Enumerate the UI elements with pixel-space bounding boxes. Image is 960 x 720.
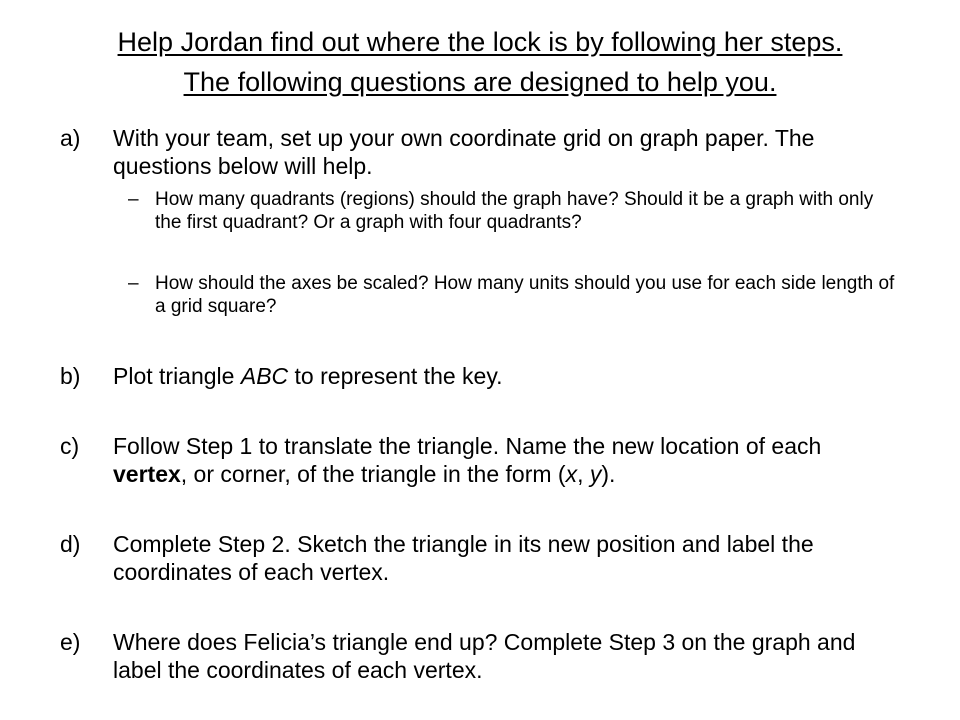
- question-text-part: Follow Step 1 to translate the triangle. Name the new location of each: [113, 433, 822, 459]
- vertex-term: vertex: [113, 461, 181, 487]
- dash-bullet: –: [128, 273, 139, 294]
- sub-question-1: [128, 188, 898, 234]
- question-text: [113, 362, 900, 390]
- question-marker: d): [60, 531, 81, 557]
- question-text: Where does Felicia’s triangle end up? Complete Step 3 on the graph and label the coordinates of each vertex.: [113, 629, 856, 683]
- slide-title: [40, 22, 920, 102]
- dash-bullet: –: [128, 189, 139, 210]
- question-text-part: ,: [577, 461, 590, 487]
- question-marker: c): [60, 433, 80, 459]
- y-variable: y: [589, 461, 602, 487]
- x-variable: x: [565, 461, 578, 487]
- question-a: [60, 124, 900, 180]
- question-d: [60, 530, 900, 586]
- sub-question-text: How should the axes be scaled? How many units should you use for each side length of a grid square?: [155, 273, 895, 317]
- question-text: [113, 432, 900, 488]
- question-e: [60, 628, 900, 684]
- sub-question-2: [128, 272, 898, 318]
- title-line-1: Help Jordan find out where the lock is by following her steps.: [117, 27, 843, 57]
- question-marker: e): [60, 629, 81, 655]
- question-text-part: ).: [601, 461, 616, 487]
- triangle-name: ABC: [240, 363, 289, 389]
- question-text-part: , or corner, of the triangle in the form (: [180, 461, 566, 487]
- question-marker: a): [60, 125, 81, 151]
- question-text: Complete Step 2. Sketch the triangle in its new position and label the coordinates of each vertex.: [113, 531, 814, 585]
- question-c: [60, 432, 900, 488]
- question-text-part: to represent the key.: [288, 363, 503, 389]
- question-text-part: Plot triangle: [113, 363, 241, 389]
- question-marker: b): [60, 363, 81, 389]
- question-b: [60, 362, 900, 390]
- title-line-2: The following questions are designed to help you.: [183, 67, 777, 97]
- question-text: With your team, set up your own coordinate grid on graph paper. The questions below will help.: [113, 125, 815, 179]
- sub-question-text: How many quadrants (regions) should the graph have? Should it be a graph with only the first quadrant? Or a graph with four quadrants?: [155, 189, 874, 233]
